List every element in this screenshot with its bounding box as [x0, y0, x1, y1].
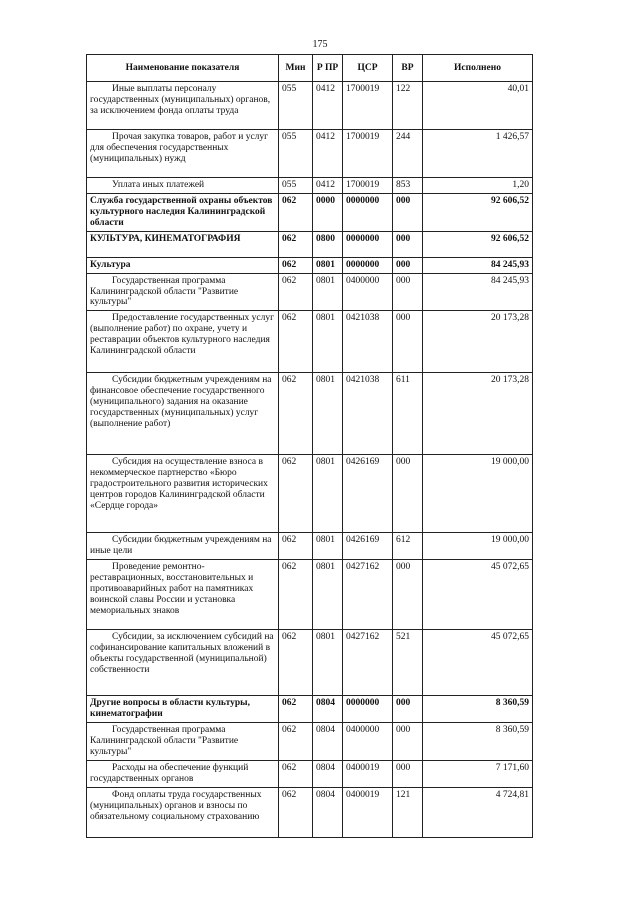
row-rpr-code: 0801 — [313, 273, 343, 311]
column-header-min: Мин — [279, 55, 313, 82]
row-name: Субсидии, за исключением субсидий на софинансирование капитальных вложений в объекты государственной (муниципальной) собственности — [87, 630, 279, 696]
row-value: 45 072,65 — [423, 560, 533, 630]
row-value: 20 173,28 — [423, 373, 533, 455]
row-rpr-code: 0412 — [313, 82, 343, 130]
row-value: 19 000,00 — [423, 533, 533, 560]
row-rpr-code: 0801 — [313, 311, 343, 373]
page-number: 175 — [312, 39, 328, 50]
row-name: Расходы на обеспечение функций государственных органов — [87, 760, 279, 787]
table-row — [87, 373, 533, 455]
row-csr-code: 0427162 — [343, 560, 393, 630]
row-vr-code: 122 — [393, 82, 423, 130]
row-min-code: 062 — [279, 760, 313, 787]
row-vr-code: 000 — [393, 760, 423, 787]
row-csr-code: 0000000 — [343, 696, 393, 723]
column-header-name: Наименование показателя — [87, 55, 279, 82]
row-value: 40,01 — [423, 82, 533, 130]
column-header-rpr: Р ПР — [313, 55, 343, 82]
row-csr-code: 0000000 — [343, 231, 393, 257]
row-rpr-code: 0412 — [313, 178, 343, 194]
row-min-code: 062 — [279, 257, 313, 273]
row-value: 1 426,57 — [423, 130, 533, 178]
row-value: 8 360,59 — [423, 723, 533, 761]
row-value: 92 606,52 — [423, 231, 533, 257]
row-csr-code: 0400000 — [343, 273, 393, 311]
row-min-code: 062 — [279, 273, 313, 311]
row-vr-code: 000 — [393, 455, 423, 533]
row-value: 1,20 — [423, 178, 533, 194]
row-min-code: 062 — [279, 696, 313, 723]
row-name: Служба государственной охраны объектов культурного наследия Калининградской области — [87, 193, 279, 231]
table-row — [87, 257, 533, 273]
row-csr-code: 0427162 — [343, 630, 393, 696]
column-header-value: Исполнено — [423, 55, 533, 82]
row-name: Субсидии бюджетным учреждениям на финансовое обеспечение государственного (муниципального) задания на оказание государственных (муниципальных) услуг (выполнение работ) — [87, 373, 279, 455]
table-row — [87, 696, 533, 723]
row-value: 84 245,93 — [423, 273, 533, 311]
row-name: Государственная программа Калининградской области "Развитие культуры" — [87, 273, 279, 311]
row-name: Уплата иных платежей — [87, 178, 279, 194]
row-vr-code: 121 — [393, 787, 423, 837]
row-min-code: 062 — [279, 455, 313, 533]
row-name: Предоставление государственных услуг (выполнение работ) по охране, учету и реставрации объектов культурного наследия Калининградской области — [87, 311, 279, 373]
row-value: 20 173,28 — [423, 311, 533, 373]
row-value: 8 360,59 — [423, 696, 533, 723]
row-vr-code: 853 — [393, 178, 423, 194]
table-row — [87, 193, 533, 231]
row-min-code: 055 — [279, 178, 313, 194]
table-row — [87, 455, 533, 533]
row-min-code: 062 — [279, 723, 313, 761]
row-vr-code: 000 — [393, 560, 423, 630]
row-csr-code: 0000000 — [343, 257, 393, 273]
table-row — [87, 630, 533, 696]
row-name: КУЛЬТУРА, КИНЕМАТОГРАФИЯ — [87, 231, 279, 257]
row-vr-code: 000 — [393, 311, 423, 373]
row-min-code: 062 — [279, 630, 313, 696]
row-csr-code: 1700019 — [343, 130, 393, 178]
row-csr-code: 0426169 — [343, 533, 393, 560]
table-row — [87, 533, 533, 560]
row-rpr-code: 0804 — [313, 696, 343, 723]
row-min-code: 062 — [279, 231, 313, 257]
row-name: Проведение ремонтно-реставрационных, восстановительных и противоаварийных работ на памятниках воинской славы России и установка мемориальных знаков — [87, 560, 279, 630]
column-header-vr: ВР — [393, 55, 423, 82]
row-csr-code: 0400000 — [343, 723, 393, 761]
table-header-row — [87, 55, 533, 82]
row-min-code: 062 — [279, 311, 313, 373]
row-value: 7 171,60 — [423, 760, 533, 787]
row-name: Государственная программа Калининградской области "Развитие культуры" — [87, 723, 279, 761]
row-rpr-code: 0800 — [313, 231, 343, 257]
table-row — [87, 787, 533, 837]
row-rpr-code: 0801 — [313, 257, 343, 273]
row-csr-code: 0000000 — [343, 193, 393, 231]
row-min-code: 062 — [279, 560, 313, 630]
table-row — [87, 723, 533, 761]
row-value: 84 245,93 — [423, 257, 533, 273]
table-row — [87, 311, 533, 373]
column-header-csr: ЦСР — [343, 55, 393, 82]
row-value: 45 072,65 — [423, 630, 533, 696]
row-name: Прочая закупка товаров, работ и услуг для обеспечения государственных (муниципальных) нужд — [87, 130, 279, 178]
row-vr-code: 000 — [393, 231, 423, 257]
table-row — [87, 760, 533, 787]
table-row — [87, 82, 533, 130]
row-csr-code: 0421038 — [343, 373, 393, 455]
row-rpr-code: 0412 — [313, 130, 343, 178]
row-name: Иные выплаты персоналу государственных (муниципальных) органов, за исключением фонда оплаты труда — [87, 82, 279, 130]
row-min-code: 062 — [279, 787, 313, 837]
row-rpr-code: 0801 — [313, 373, 343, 455]
row-rpr-code: 0804 — [313, 723, 343, 761]
row-rpr-code: 0801 — [313, 560, 343, 630]
row-csr-code: 0400019 — [343, 787, 393, 837]
row-name: Субсидия на осуществление взноса в некоммерческое партнерство «Бюро градостроительного развития исторических центров городов Калининградской области «Сердце города» — [87, 455, 279, 533]
row-vr-code: 000 — [393, 193, 423, 231]
row-csr-code: 0426169 — [343, 455, 393, 533]
table-row — [87, 560, 533, 630]
budget-execution-table — [86, 54, 533, 838]
row-csr-code: 1700019 — [343, 178, 393, 194]
row-min-code: 055 — [279, 130, 313, 178]
row-vr-code: 000 — [393, 257, 423, 273]
row-rpr-code: 0801 — [313, 630, 343, 696]
row-rpr-code: 0801 — [313, 455, 343, 533]
row-vr-code: 611 — [393, 373, 423, 455]
table-body — [87, 82, 533, 838]
row-min-code: 055 — [279, 82, 313, 130]
row-rpr-code: 0801 — [313, 533, 343, 560]
row-value: 4 724,81 — [423, 787, 533, 837]
row-name: Другие вопросы в области культуры, кинематографии — [87, 696, 279, 723]
row-vr-code: 000 — [393, 273, 423, 311]
row-value: 19 000,00 — [423, 455, 533, 533]
row-csr-code: 0400019 — [343, 760, 393, 787]
row-min-code: 062 — [279, 533, 313, 560]
row-name: Фонд оплаты труда государственных (муниципальных) органов и взносы по обязательному социальному страхованию — [87, 787, 279, 837]
row-vr-code: 612 — [393, 533, 423, 560]
table-row — [87, 273, 533, 311]
row-vr-code: 000 — [393, 696, 423, 723]
row-min-code: 062 — [279, 193, 313, 231]
table-row — [87, 130, 533, 178]
row-value: 92 606,52 — [423, 193, 533, 231]
row-csr-code: 1700019 — [343, 82, 393, 130]
row-rpr-code: 0804 — [313, 760, 343, 787]
table-row — [87, 178, 533, 194]
row-name: Культура — [87, 257, 279, 273]
row-csr-code: 0421038 — [343, 311, 393, 373]
row-name: Субсидии бюджетным учреждениям на иные цели — [87, 533, 279, 560]
row-rpr-code: 0804 — [313, 787, 343, 837]
row-vr-code: 000 — [393, 723, 423, 761]
row-vr-code: 521 — [393, 630, 423, 696]
table-row — [87, 231, 533, 257]
row-min-code: 062 — [279, 373, 313, 455]
row-vr-code: 244 — [393, 130, 423, 178]
row-rpr-code: 0000 — [313, 193, 343, 231]
